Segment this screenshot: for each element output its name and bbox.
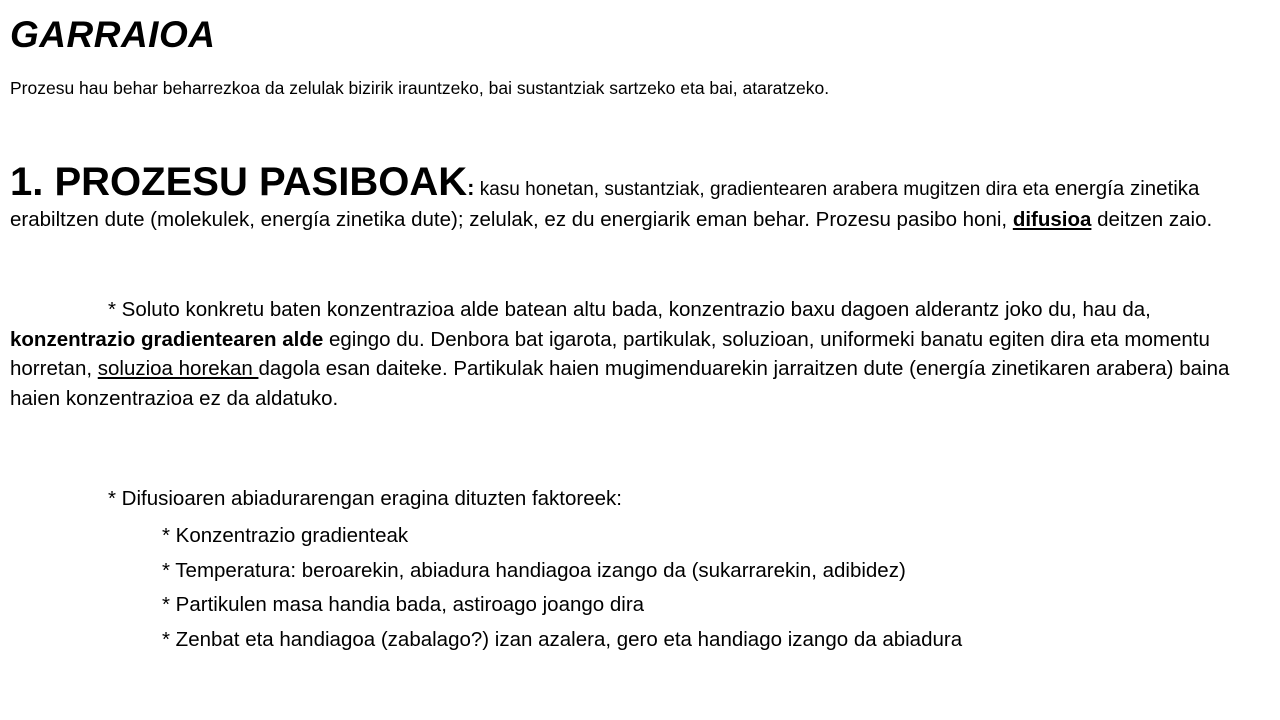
factors-list: [108, 519, 1268, 657]
list-item: * Konzentrazio gradienteak: [162, 524, 409, 547]
concentration-text-c: dagola esan daiteke. Partikulak haien mugimenduarekin jarraitzen dute (energía zinetikaren arabera) baina haien konzentrazioa ez da aldatuko.: [10, 357, 1230, 410]
term-difusioa: difusioa: [1012, 208, 1092, 231]
list-item: * Partikulen masa handia bada, astiroago joango dira: [162, 593, 645, 616]
concentration-text-b: egingo du. Denbora bat igarota, partikulak, soluzioan, uniformeki banatu egiten dira eta momentu horretan,: [10, 327, 1210, 380]
section-text-body: energía zinetika erabiltzen dute (molekulek, energía zinetika dute); zelulak, ez du energiarik eman behar. Prozesu pasibo honi,: [10, 177, 1200, 231]
factors-title: * Difusioaren abiadurarengan eragina dituzten faktoreek:: [108, 487, 622, 510]
section-passive-processes: [10, 162, 1272, 235]
concentration-text-a: * Soluto konkretu baten konzentrazioa alde batean altu bada, konzentrazio baxu dagoen alderantz joko du, hau da,: [108, 298, 1151, 321]
concentration-underlined-term: soluzioa horekan: [97, 357, 259, 380]
section-text-first: kasu honetan, sustantziak, gradientearen arabera mugitzen dira eta: [474, 179, 1050, 200]
intro-text: Prozesu hau behar beharrezkoa da zelulak bizirik irauntzeko, bai sustantziak sartzeko eta bai, ataratzeko.: [10, 78, 830, 98]
section-heading-colon: :: [467, 175, 475, 200]
factors-section: [108, 484, 1268, 657]
section-text-end: deitzen zaio.: [1091, 208, 1213, 231]
concentration-paragraph: [10, 295, 1272, 413]
concentration-bold-term: konzentrazio gradientearen alde: [10, 327, 324, 351]
slide-title: GARRAIOA: [10, 14, 216, 55]
section-heading: 1. PROZESU PASIBOAK: [10, 160, 468, 204]
list-item: * Temperatura: beroarekin, abiadura handiagoa izango da (sukarrarekin, adibidez): [162, 558, 906, 582]
list-item: * Zenbat eta handiagoa (zabalago?) izan azalera, gero eta handiago izango da abiadura: [162, 627, 963, 651]
